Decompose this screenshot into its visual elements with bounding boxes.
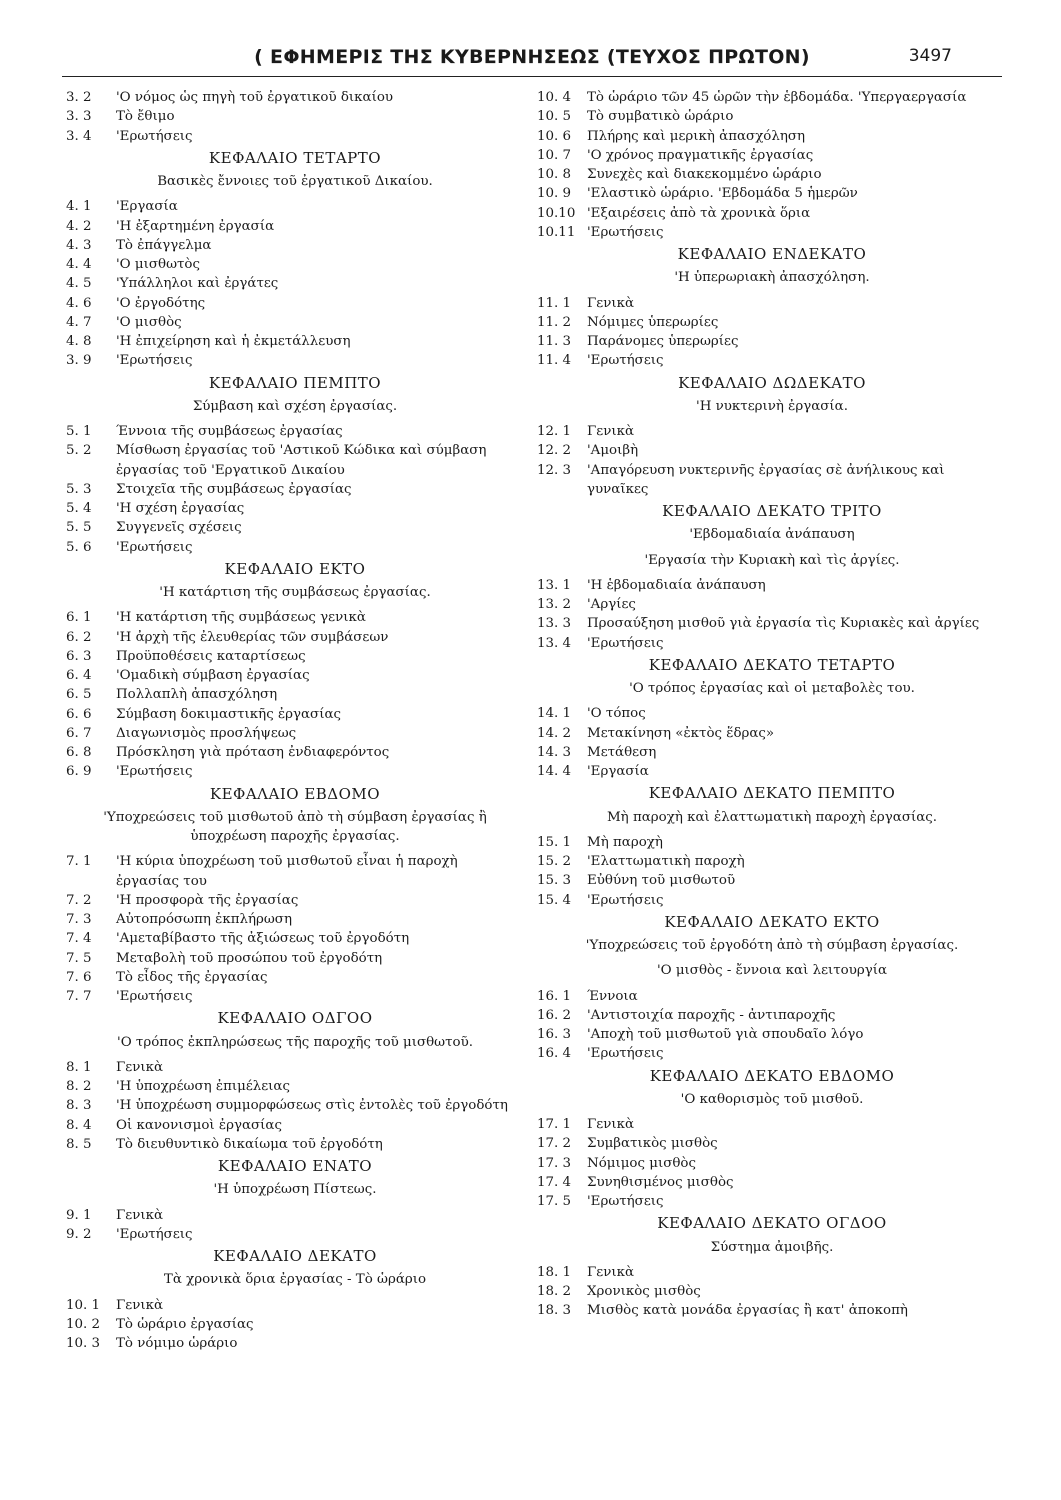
- chapter-heading: ΚΕΦΑΛΑΙΟ ΠΕΜΠΤΟ: [208, 373, 382, 392]
- toc-entry: [537, 1282, 1007, 1301]
- toc-entry: [66, 422, 524, 441]
- entry-number: 17. 2: [537, 1136, 572, 1152]
- toc-entry: [66, 666, 524, 685]
- toc-entry: [66, 852, 524, 891]
- entry-number: 15. 1: [537, 834, 572, 850]
- entry-number: 7. 6: [66, 969, 92, 985]
- chapter-heading: ΚΕΦΑΛΑΙΟ ΔΕΚΑΤΟ ΕΚΤΟ: [664, 912, 880, 931]
- chapter-subtitle: Σύμβαση καὶ σχέση ἐργασίας.: [192, 398, 398, 414]
- entry-number: 6. 2: [66, 629, 92, 645]
- toc-entry: [66, 107, 524, 126]
- entry-text: Νόμιμες ὑπερωρίες: [587, 314, 719, 330]
- entry-number: 11. 3: [537, 334, 572, 349]
- entry-text: 'Εξαιρέσεις ἀπὸ τὰ χρονικὰ ὅρια: [587, 205, 811, 221]
- toc-entry: [66, 518, 524, 537]
- entry-text: Τὸ ἔθιμο: [116, 109, 175, 125]
- entry-number: 14. 1: [537, 706, 572, 722]
- entry-number: 4. 6: [66, 295, 92, 311]
- entry-text: Αὐτοπρόσωπη ἐκπλήρωση: [116, 912, 292, 927]
- chapter-subtitle: Βασικὲς ἔννοιες τοῦ ἐργατικοῦ Δικαίου.: [157, 174, 433, 189]
- entry-number: 4. 1: [66, 199, 92, 215]
- entry-text: Συμβατικὸς μισθὸς: [587, 1136, 718, 1152]
- entry-number: 15. 2: [537, 854, 572, 869]
- entry-number: 5. 5: [66, 520, 92, 536]
- toc-entry: [537, 184, 1007, 203]
- entry-text: Τὸ ὡράριο τῶν 45 ὡρῶν τὴν ἑβδομάδα. 'Υπεργαεργασία: [587, 90, 967, 105]
- toc-entry: [66, 88, 524, 107]
- toc-entry: [537, 987, 1007, 1006]
- toc-entry: [537, 833, 1007, 852]
- entry-number: 10. 9: [537, 186, 572, 202]
- entry-number: 14. 3: [537, 744, 572, 760]
- entry-number: 13. 3: [537, 616, 572, 632]
- toc-entry: [66, 313, 524, 332]
- toc-entry: [66, 480, 524, 499]
- toc-entry: [66, 891, 524, 910]
- entry-text: 'Ερωτήσεις: [116, 539, 193, 555]
- toc-entry: [537, 1025, 1007, 1044]
- entry-number: 6. 9: [66, 764, 92, 780]
- entry-text: Σύμβαση δοκιμαστικῆς ἐργασίας: [116, 706, 341, 722]
- entry-text: 'Ο χρόνος πραγματικῆς ἐργασίας: [587, 147, 814, 163]
- toc-entry: [537, 107, 1007, 126]
- toc-entry: [537, 422, 1007, 441]
- toc-entry: [537, 146, 1007, 165]
- chapter-heading: ΚΕΦΑΛΑΙΟ ΔΕΚΑΤΟ ΤΡΙΤΟ: [662, 502, 882, 520]
- entry-number: 14. 2: [537, 725, 572, 741]
- toc-entry: [66, 1096, 524, 1115]
- toc-entry: [66, 332, 524, 351]
- entry-number: 15. 3: [537, 873, 572, 889]
- entry-text: 'Ερωτήσεις: [116, 989, 193, 1004]
- entry-number: 11. 4: [537, 353, 572, 369]
- toc-entry: [537, 165, 1007, 184]
- chapter-subtitle: 'Ο μισθὸς - ἔννοια καὶ λειτουργία: [656, 963, 888, 979]
- toc-entry: [66, 647, 524, 666]
- entry-number: 13. 4: [537, 635, 572, 651]
- entry-number: 10. 7: [537, 147, 572, 163]
- toc-entry: [66, 1334, 524, 1353]
- toc-entry: [66, 608, 524, 627]
- entry-text: 'Ερωτήσεις: [587, 353, 664, 369]
- entry-number: 13. 2: [537, 597, 572, 612]
- entry-number: 9. 2: [66, 1226, 92, 1242]
- toc-entry: [66, 743, 524, 762]
- toc-entry: [66, 255, 524, 274]
- entry-text: Εὐθύνη τοῦ μισθωτοῦ: [587, 873, 736, 889]
- entry-text: 'Ερωτήσεις: [116, 353, 193, 369]
- toc-entry: [537, 461, 1007, 500]
- chapter-subtitle: 'Υποχρεώσεις τοῦ μισθωτοῦ ἀπὸ τὴ σύμβαση ἐργασίας ἢ ὑποχρέωση παροχῆς ἐργασίας.: [103, 809, 487, 844]
- entry-text: Γενικὰ: [587, 424, 635, 439]
- entry-number: 4. 4: [66, 257, 92, 272]
- toc-entry: [537, 1134, 1007, 1153]
- entry-text: 'Απαγόρευση νυκτερινῆς ἐργασίας σὲ ἀνήλικους καὶ γυναῖκες: [587, 462, 945, 497]
- toc-entry: [537, 1263, 1007, 1282]
- entry-text: Μεταβολὴ τοῦ προσώπου τοῦ ἐργοδότη: [116, 950, 383, 966]
- toc-entry: [66, 685, 524, 704]
- chapter-subtitle: 'Η νυκτερινὴ ἐργασία.: [696, 398, 848, 414]
- entry-number: 7. 7: [66, 989, 92, 1004]
- entry-text: Διαγωνισμὸς προσλήψεως: [116, 725, 297, 741]
- entry-text: 'Ερωτήσεις: [587, 1194, 664, 1209]
- entry-text: 'Η ἑβδομαδιαία ἀνάπαυση: [587, 577, 766, 593]
- chapter-heading: ΚΕΦΑΛΑΙΟ ΤΕΤΑΡΤΟ: [208, 148, 382, 167]
- toc-entry: [537, 204, 1007, 223]
- entry-text: 'Ερωτήσεις: [116, 764, 193, 780]
- entry-number: 12. 1: [537, 424, 572, 439]
- entry-text: 'Ο τόπος: [587, 706, 646, 722]
- toc-entry: [537, 1301, 1007, 1320]
- toc-entry: [537, 223, 1007, 242]
- entry-text: Γενικὰ: [116, 1297, 164, 1313]
- chapter-subtitle: 'Η ὑπερωριακὴ ἀπασχόληση.: [674, 270, 870, 286]
- toc-entry: [66, 929, 524, 948]
- entry-text: 'Η ἐπιχείρηση καὶ ἡ ἐκμετάλλευση: [116, 334, 351, 349]
- entry-text: Γενικὰ: [587, 295, 635, 311]
- toc-entry: [66, 1058, 524, 1077]
- chapter-heading: ΚΕΦΑΛΑΙΟ ΟΔΓΟΟ: [217, 1009, 373, 1028]
- entry-text: Μίσθωση ἐργασίας τοῦ 'Αστικοῦ Κώδικα καὶ σύμβαση ἐργασίας τοῦ 'Εργατικοῦ Δικαίου: [116, 443, 487, 478]
- toc-entry: [537, 595, 1007, 614]
- entry-text: 'Εργασία: [587, 764, 649, 779]
- entry-text: Συγγενεῖς σχέσεις: [116, 520, 242, 536]
- entry-number: 15. 4: [537, 892, 572, 908]
- entry-number: 17. 3: [537, 1155, 572, 1171]
- entry-number: 4. 3: [66, 237, 92, 253]
- toc-entry: [66, 949, 524, 968]
- entry-text: Γενικὰ: [587, 1117, 635, 1132]
- entry-text: Χρονικὸς μισθὸς: [587, 1284, 701, 1299]
- entry-number: 11. 1: [537, 295, 572, 311]
- entry-number: 10. 1: [66, 1297, 101, 1313]
- entry-number: 10. 3: [66, 1336, 101, 1351]
- entry-number: 8. 5: [66, 1136, 92, 1152]
- chapter-subtitle: Τὰ χρονικὰ ὅρια ἐργασίας - Τὸ ὡράριο: [163, 1272, 427, 1288]
- entry-number: 17. 4: [537, 1174, 572, 1190]
- toc-entry: [66, 217, 524, 236]
- entry-text: 'Ερωτήσεις: [587, 635, 664, 651]
- entry-text: 'Ο μισθὸς: [116, 314, 182, 330]
- entry-number: 6. 6: [66, 706, 92, 722]
- left-column: [66, 88, 524, 1353]
- chapter-heading: ΚΕΦΑΛΑΙΟ ΔΕΚΑΤΟ ΠΕΜΠΤΟ: [648, 784, 896, 803]
- entry-text: Στοιχεῖα τῆς συμβάσεως ἐργασίας: [116, 481, 352, 497]
- entry-text: Νόμιμος μισθὸς: [587, 1155, 696, 1171]
- toc-entry: [537, 762, 1007, 781]
- chapter-heading: ΚΕΦΑΛΑΙΟ ΕΒΔΟΜΟ: [209, 784, 381, 803]
- entry-number: 5. 3: [66, 481, 92, 497]
- chapter-heading: ΚΕΦΑΛΑΙΟ ΔΕΚΑΤΟ: [213, 1247, 377, 1265]
- entry-number: 4. 7: [66, 314, 92, 330]
- entry-number: 6. 3: [66, 648, 92, 664]
- toc-entry: [537, 576, 1007, 595]
- chapter-subtitle: 'Ο τρόπος ἐργασίας καὶ οἱ μεταβολὲς του.: [629, 681, 915, 696]
- entry-number: 8. 3: [66, 1098, 92, 1114]
- entry-text: Παράνομες ὑπερωρίες: [587, 334, 739, 349]
- entry-text: 'Αμοιβὴ: [587, 443, 639, 459]
- entry-number: 10. 8: [537, 167, 572, 182]
- entry-number: 16. 3: [537, 1027, 572, 1042]
- entry-number: 3. 9: [66, 353, 92, 369]
- toc-entry: [537, 351, 1007, 370]
- entry-number: 8. 1: [66, 1059, 92, 1075]
- entry-text: 'Η κύρια ὑποχρέωση τοῦ μισθωτοῦ εἶναι ἡ παροχὴ ἐργασίας του: [116, 854, 458, 889]
- entry-number: 5. 1: [66, 424, 92, 439]
- toc-entry: [537, 1115, 1007, 1134]
- entry-text: Τὸ νόμιμο ὡράριο: [116, 1336, 238, 1351]
- toc-entry: [66, 1077, 524, 1096]
- toc-entry: [537, 724, 1007, 743]
- chapter-subtitle: 'Ο καθορισμὸς τοῦ μισθοῦ.: [680, 1091, 864, 1107]
- entry-text: Γενικὰ: [116, 1207, 164, 1223]
- entry-text: 'Ο ἐργοδότης: [116, 295, 206, 311]
- chapter-heading: ΚΕΦΑΛΑΙΟ ΔΕΚΑΤΟ ΟΓΔΟΟ: [657, 1214, 887, 1233]
- chapter-heading: ΚΕΦΑΛΑΙΟ ΕΚΤΟ: [224, 559, 366, 578]
- chapter-subtitle: 'Εβδομαδιαία ἀνάπαυση: [689, 527, 855, 543]
- toc-entry: [66, 910, 524, 929]
- entry-text: 'Η κατάρτιση τῆς συμβάσεως γενικὰ: [116, 610, 366, 626]
- toc-entry: [537, 1006, 1007, 1025]
- entry-number: 6. 8: [66, 745, 92, 760]
- chapter-subtitle: 'Η κατάρτιση τῆς συμβάσεως ἐργασίας.: [159, 585, 431, 600]
- entry-text: 'Η προσφορὰ τῆς ἐργασίας: [116, 892, 299, 908]
- entry-text: 'Ερωτήσεις: [587, 1046, 664, 1062]
- entry-number: 6. 1: [66, 610, 92, 626]
- toc-entry: [66, 274, 524, 293]
- toc-entry: [66, 987, 524, 1006]
- entry-text: Τὸ ὡράριο ἐργασίας: [116, 1316, 254, 1332]
- entry-number: 10. 5: [537, 109, 572, 125]
- entry-text: Γενικὰ: [116, 1059, 164, 1075]
- toc-entry: [537, 1044, 1007, 1063]
- header-divider: [62, 76, 1002, 77]
- entry-text: Έννοια τῆς συμβάσεως ἐργασίας: [116, 424, 343, 439]
- toc-entry: [537, 743, 1007, 762]
- entry-text: 'Ερωτήσεις: [116, 128, 193, 144]
- entry-number: 7. 5: [66, 950, 92, 966]
- toc-entry: [66, 968, 524, 987]
- toc-entry: [537, 704, 1007, 723]
- toc-entry: [537, 313, 1007, 332]
- entry-text: Τὸ εἶδος τῆς ἐργασίας: [116, 969, 268, 985]
- chapter-heading: ΚΕΦΑΛΑΙΟ ΕΝΑΤΟ: [217, 1157, 373, 1175]
- page-number: 3497: [908, 46, 952, 66]
- entry-text: Μὴ παροχὴ: [587, 834, 663, 850]
- entry-text: 'Ερωτήσεις: [587, 224, 664, 240]
- entry-text: 'Ερωτήσεις: [587, 892, 664, 908]
- entry-number: 14. 4: [537, 764, 572, 779]
- entry-number: 10.11: [537, 224, 576, 240]
- entry-number: 4. 2: [66, 218, 92, 234]
- toc-entry: [66, 762, 524, 781]
- toc-entry: [537, 127, 1007, 146]
- right-column: [537, 88, 1007, 1321]
- entry-number: 4. 5: [66, 276, 92, 292]
- toc-entry: [537, 332, 1007, 351]
- entry-number: 10. 4: [537, 90, 572, 105]
- toc-entry: [66, 1116, 524, 1135]
- toc-entry: [66, 499, 524, 518]
- entry-number: 7. 1: [66, 854, 92, 870]
- entry-text: 'Αποχὴ τοῦ μισθωτοῦ γιὰ σπουδαῖο λόγο: [587, 1027, 864, 1042]
- chapter-subtitle: 'Εργασία τὴν Κυριακὴ καὶ τὶς ἀργίες.: [644, 552, 900, 568]
- entry-text: 'Υπάλληλοι καὶ ἐργάτες: [116, 276, 279, 292]
- entry-text: Προϋποθέσεις καταρτίσεως: [116, 648, 306, 664]
- entry-number: 18. 3: [537, 1303, 572, 1319]
- entry-number: 3. 4: [66, 128, 92, 144]
- entry-text: 'Ομαδικὴ σύμβαση ἐργασίας: [116, 668, 310, 683]
- entry-number: 16. 2: [537, 1007, 572, 1023]
- chapter-heading: ΚΕΦΑΛΑΙΟ ΔΕΚΑΤΟ ΕΒΔΟΜΟ: [649, 1066, 895, 1085]
- entry-number: 5. 2: [66, 443, 92, 459]
- entry-text: Πλήρης καὶ μερικὴ ἀπασχόληση: [587, 128, 806, 144]
- chapter-heading: ΚΕΦΑΛΑΙΟ ΔΕΚΑΤΟ ΤΕΤΑΡΤΟ: [648, 655, 896, 674]
- entry-text: Μετάθεση: [587, 744, 657, 760]
- entry-text: 'Η ὑποχρέωση ἐπιμέλειας: [116, 1079, 290, 1094]
- entry-number: 3. 3: [66, 109, 92, 125]
- entry-number: 4. 8: [66, 334, 92, 349]
- entry-text: Συνηθισμένος μισθὸς: [587, 1174, 734, 1190]
- entry-number: 7. 4: [66, 931, 92, 947]
- entry-number: 7. 2: [66, 892, 92, 908]
- toc-entry: [66, 1135, 524, 1154]
- entry-number: 6. 7: [66, 725, 92, 741]
- toc-entry: [66, 236, 524, 255]
- toc-entry: [537, 634, 1007, 653]
- entry-text: Πρόσκληση γιὰ πρόταση ἐνδιαφερόντος: [116, 745, 390, 760]
- entry-number: 11. 2: [537, 314, 572, 330]
- entry-number: 17. 1: [537, 1117, 572, 1132]
- entry-number: 18. 2: [537, 1284, 572, 1299]
- entry-number: 10. 2: [66, 1316, 101, 1332]
- entry-text: Τὸ συμβατικὸ ὡράριο: [587, 109, 734, 125]
- toc-entry: [66, 1315, 524, 1334]
- entry-text: Προσαύξηση μισθοῦ γιὰ ἐργασία τὶς Κυριακὲς καὶ ἀργίες: [587, 616, 980, 632]
- entry-text: 'Ο μισθωτὸς: [116, 257, 200, 272]
- page-header: [62, 46, 1002, 76]
- chapter-subtitle: 'Ο τρόπος ἐκπληρώσεως τῆς παροχῆς τοῦ μισθωτοῦ.: [117, 1034, 473, 1050]
- gazette-title: ( ΕΦΗΜΕΡΙΣ ΤΗΣ ΚΥΒΕΡΝΗΣΕΩΣ (ΤΕΥΧΟΣ ΠΡΩΤΟΝ): [254, 46, 810, 68]
- entry-text: 'Η ὑποχρέωση συμμορφώσεως στὶς ἐντολὲς τοῦ ἐργοδότη: [116, 1098, 508, 1114]
- entry-text: 'Αμεταβίβαστο τῆς ἀξιώσεως τοῦ ἐργοδότη: [116, 931, 410, 947]
- entry-number: 9. 1: [66, 1207, 92, 1223]
- toc-entry: [66, 705, 524, 724]
- entry-text: 'Η ἀρχὴ τῆς ἐλευθερίας τῶν συμβάσεων: [116, 629, 389, 645]
- toc-entry: [66, 441, 524, 480]
- toc-entry: [537, 1192, 1007, 1211]
- entry-number: 12. 3: [537, 462, 572, 478]
- toc-entry: [537, 871, 1007, 890]
- entry-text: Συνεχὲς καὶ διακεκομμένο ὡράριο: [587, 167, 822, 182]
- toc-entry: [537, 852, 1007, 871]
- toc-entry: [537, 1173, 1007, 1192]
- entry-number: 8. 4: [66, 1117, 92, 1133]
- entry-number: 5. 4: [66, 501, 92, 516]
- entry-text: 'Η ἐξαρτημένη ἐργασία: [116, 218, 275, 234]
- entry-text: 'Εργασία: [116, 199, 178, 215]
- entry-text: Τὸ ἐπάγγελμα: [116, 237, 212, 253]
- entry-number: 16. 4: [537, 1046, 572, 1062]
- entry-text: Έννοια: [587, 988, 638, 1004]
- toc-entry: [537, 441, 1007, 460]
- entry-number: 16. 1: [537, 988, 572, 1004]
- toc-entry: [66, 127, 524, 146]
- entry-text: Μισθὸς κατὰ μονάδα ἐργασίας ἢ κατ' ἀποκοπὴ: [587, 1303, 908, 1319]
- entry-text: 'Ο νόμος ὡς πηγὴ τοῦ ἐργατικοῦ δικαίου: [116, 90, 394, 105]
- entry-text: 'Ερωτήσεις: [116, 1226, 193, 1242]
- toc-entry: [537, 891, 1007, 910]
- toc-entry: [537, 88, 1007, 107]
- entry-number: 18. 1: [537, 1264, 572, 1280]
- toc-entry: [537, 1154, 1007, 1173]
- toc-entry: [66, 1296, 524, 1315]
- entry-number: 12. 2: [537, 443, 572, 459]
- entry-text: Γενικὰ: [587, 1264, 635, 1280]
- entry-number: 10.10: [537, 205, 576, 221]
- toc-entry: [537, 614, 1007, 633]
- toc-entry: [66, 1206, 524, 1225]
- entry-number: 7. 3: [66, 912, 92, 927]
- entry-number: 13. 1: [537, 577, 572, 593]
- entry-text: Μετακίνηση «ἐκτὸς ἕδρας»: [587, 725, 775, 741]
- toc-entry: [66, 538, 524, 557]
- entry-number: 10. 6: [537, 128, 572, 144]
- entry-text: Οἱ κανονισμοὶ ἐργασίας: [116, 1117, 282, 1133]
- entry-number: 6. 5: [66, 687, 92, 703]
- entry-text: Τὸ διευθυντικὸ δικαίωμα τοῦ ἐργοδότη: [116, 1136, 383, 1152]
- toc-entry: [66, 724, 524, 743]
- toc-entry: [66, 351, 524, 370]
- toc-entry: [66, 628, 524, 647]
- entry-text: Πολλαπλὴ ἀπασχόληση: [116, 687, 278, 703]
- entry-text: 'Αργίες: [587, 597, 636, 612]
- toc-entry: [66, 1225, 524, 1244]
- entry-text: 'Αντιστοιχία παροχῆς - ἀντιπαροχῆς: [587, 1007, 836, 1023]
- entry-text: 'Ελαστικὸ ὡράριο. 'Εβδομάδα 5 ἡμερῶν: [587, 186, 858, 202]
- chapter-heading: ΚΕΦΑΛΑΙΟ ΕΝΔΕΚΑΤΟ: [677, 245, 867, 263]
- entry-number: 6. 4: [66, 668, 92, 683]
- toc-entry: [66, 197, 524, 216]
- entry-text: 'Η σχέση ἐργασίας: [116, 501, 245, 516]
- entry-number: 8. 2: [66, 1079, 92, 1094]
- entry-number: 3. 2: [66, 90, 92, 105]
- entry-number: 17. 5: [537, 1194, 572, 1209]
- chapter-subtitle: 'Η ὑποχρέωση Πίστεως.: [213, 1182, 377, 1198]
- chapter-heading: ΚΕΦΑΛΑΙΟ ΔΩΔΕΚΑΤΟ: [678, 373, 866, 392]
- chapter-subtitle: Μὴ παροχὴ καὶ ἐλαττωματικὴ παροχὴ ἐργασίας.: [606, 809, 938, 825]
- chapter-subtitle: 'Υποχρεώσεις τοῦ ἐργοδότη ἀπὸ τὴ σύμβαση ἐργασίας.: [585, 938, 959, 953]
- chapter-subtitle: Σύστημα ἀμοιβῆς.: [710, 1239, 834, 1255]
- entry-text: 'Ελαττωματικὴ παροχὴ: [587, 854, 745, 869]
- toc-entry: [537, 294, 1007, 313]
- toc-entry: [66, 294, 524, 313]
- entry-number: 5. 6: [66, 539, 92, 555]
